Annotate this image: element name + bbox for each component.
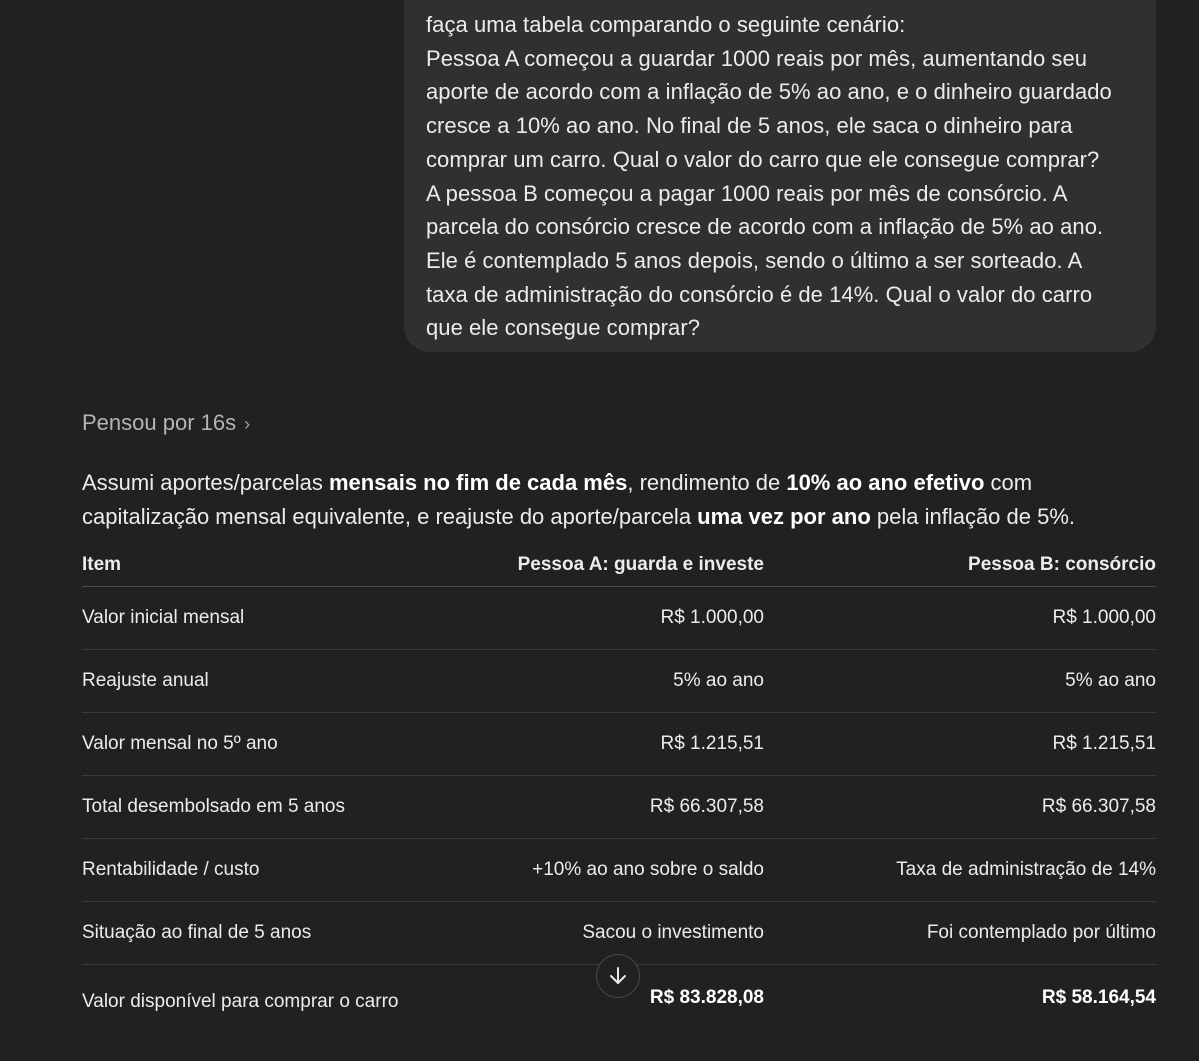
answer-bold-part: uma vez por ano	[697, 504, 871, 529]
answer-text-part: com capitalização mensal equivalente, e reajuste do aporte/parcela	[82, 470, 1033, 529]
row-label: Rentabilidade / custo	[82, 839, 512, 902]
user-message-line: faça uma tabela comparando o seguinte cenário:	[426, 12, 906, 37]
user-message-line: parcela do consórcio cresce de acordo com a inflação de 5% ao ano.	[426, 214, 1104, 240]
cell-person-a: R$ 83.828,08	[649, 987, 764, 1008]
cell-person-a: Sacou o investimento	[512, 902, 764, 965]
cell-person-a: 5% ao ano	[512, 650, 764, 713]
user-message-line: Ele é contemplado 5 anos depois, sendo o último a ser sorteado. A	[426, 247, 1083, 273]
table-row	[82, 713, 1156, 776]
arrow-down-icon	[607, 965, 629, 987]
cell-person-b: R$ 1.215,51	[764, 713, 1156, 776]
table-row	[82, 776, 1156, 839]
row-label: Total desembolsado em 5 anos	[82, 776, 512, 839]
answer-text-part: pela inflação de 5%.	[870, 504, 1076, 529]
scroll-to-bottom-button[interactable]	[596, 954, 640, 998]
user-message-line: que ele consegue comprar?	[426, 315, 700, 341]
answer-text	[82, 466, 1156, 534]
table-row	[82, 587, 1156, 650]
answer-bold-part: 10% ao ano efetivo	[786, 470, 985, 495]
row-label: Valor disponível para comprar o carro	[82, 991, 399, 1012]
header-person-b: Pessoa B: consórcio	[764, 544, 1156, 587]
user-message-line: A pessoa B começou a pagar 1000 reais por mês de consórcio. A	[426, 180, 1068, 206]
table-row	[82, 650, 1156, 713]
user-message-line: taxa de administração do consórcio é de 14%. Qual o valor do carro	[426, 281, 1093, 307]
user-message-line: aporte de acordo com a inflação de 5% ao ano, e o dinheiro guardado	[426, 79, 1112, 105]
thought-toggle[interactable]	[82, 410, 250, 436]
chevron-right-icon: ›	[244, 413, 251, 434]
cell-person-b: Taxa de administração de 14%	[764, 839, 1156, 902]
cell-person-a: +10% ao ano sobre o saldo	[512, 839, 764, 902]
thought-label: Pensou por 16s	[82, 410, 237, 435]
user-message-line: Pessoa A começou a guardar 1000 reais por mês, aumentando seu	[426, 45, 1088, 71]
row-label: Valor mensal no 5º ano	[82, 713, 512, 776]
table-row	[82, 839, 1156, 902]
answer-bold-part: mensais no fim de cada mês	[329, 470, 628, 495]
cell-person-b: R$ 1.000,00	[764, 587, 1156, 650]
user-message-bubble	[404, 0, 1156, 352]
header-person-a: Pessoa A: guarda e investe	[512, 544, 764, 587]
cell-person-a: R$ 1.215,51	[512, 713, 764, 776]
row-label: Situação ao final de 5 anos	[82, 902, 512, 965]
header-item: Item	[82, 544, 512, 587]
cell-person-b: R$ 58.164,54	[1041, 987, 1156, 1008]
cell-person-a: R$ 1.000,00	[512, 587, 764, 650]
cell-person-b: 5% ao ano	[764, 650, 1156, 713]
user-message-line: comprar um carro. Qual o valor do carro que ele consegue comprar?	[426, 146, 1100, 172]
row-label: Valor inicial mensal	[82, 587, 512, 650]
cell-person-b: Foi contemplado por último	[764, 902, 1156, 965]
cell-person-b: R$ 66.307,58	[764, 776, 1156, 839]
row-label: Reajuste anual	[82, 650, 512, 713]
user-message-line: cresce a 10% ao ano. No final de 5 anos, ele saca o dinheiro para	[426, 113, 1073, 139]
answer-text-part: , rendimento de	[627, 470, 787, 495]
answer-text-part: Assumi aportes/parcelas	[82, 470, 329, 495]
table-header-row	[82, 544, 1156, 587]
cell-person-a: R$ 66.307,58	[512, 776, 764, 839]
